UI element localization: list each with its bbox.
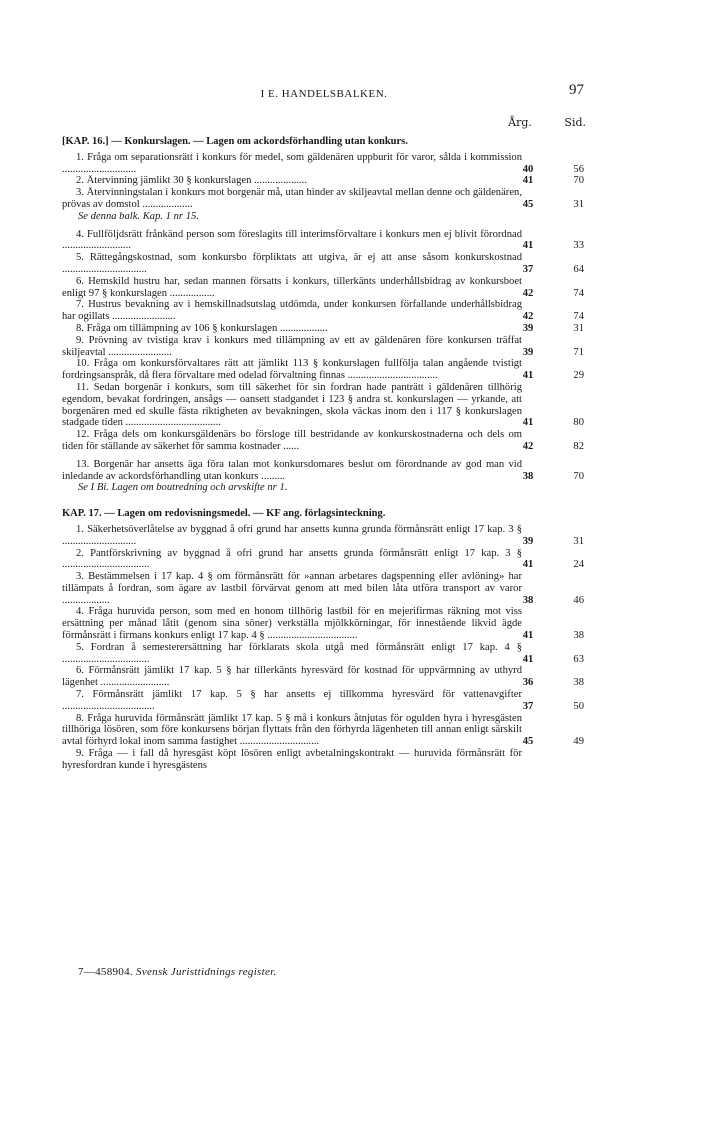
index-entry (62, 665, 586, 689)
entry-page: 33 (573, 240, 584, 252)
entry-page: 29 (573, 370, 584, 382)
entry-year: 41 (522, 653, 534, 665)
entry-year: 38 (522, 594, 534, 606)
entry-year: 45 (522, 198, 534, 210)
footer (78, 966, 277, 978)
index-entry (62, 276, 586, 300)
index-entry (62, 252, 586, 276)
index-entry (62, 459, 586, 483)
entry-text: 4. Fullföljdsrätt frånkänd person som föreslagits till interimsförvaltare i konkurs men ej blivit förordnad .......................... (62, 228, 522, 252)
entry-text: 6. Hemskild hustru har, sedan mannen försatts i konkurs, tillerkänts underhållsbidrag av konkursboet enligt 97 § konkurslagen ................. (62, 275, 522, 299)
index-entry (62, 358, 586, 382)
entry-page: 38 (573, 677, 584, 689)
entry-page: 38 (573, 630, 584, 642)
index-entry (62, 335, 586, 359)
entry-page: 46 (573, 594, 584, 606)
entry-text: 12. Fråga dels om konkursgäldenärs bo försloge till bestridande av konkurskostnaderna och dels om tiden för ställande av säkerhet för samma kostnader ...... (62, 429, 522, 452)
entry-year: 45 (522, 736, 534, 748)
entry-page: 63 (573, 653, 584, 665)
index-entry (62, 175, 586, 187)
entry-year: 41 (522, 417, 534, 429)
entry-year: 39 (522, 322, 534, 334)
entry-year: 41 (522, 559, 534, 571)
entry-page: 74 (573, 287, 584, 299)
page (62, 82, 586, 772)
entry-text: 1. Fråga om separationsrätt i konkurs för medel, som gäldenären uppburit för varor, sålda i kommission ............................ (62, 151, 522, 175)
entry-text: 8. Fråga huruvida förmånsrätt jämlikt 17 kap. 5 § må i konkurs åtnjutas för ogulden hyra i hyresgästen tillhöriga lösören, som före konkursens början flyttats från den förhyrda lägenheten till annan enligt särskilt avtal förhyrd lokal inom samma fastighet .............................. (62, 712, 522, 748)
index-entry (62, 382, 586, 429)
index-entry (62, 548, 586, 572)
index-entry (62, 429, 586, 453)
entry-text: 13. Borgenär har ansetts äga föra talan mot konkursdomares beslut om förordnande av god man vid inledande av ackordsförhandling utan konkurs ......... (62, 458, 522, 482)
entry-text: 9. Prövning av tvistiga krav i konkurs med tillämpning av ett av gäldenären före konkursen träffat skiljeavtal ........................ (62, 334, 522, 358)
entry-year: 41 (522, 370, 534, 382)
entry-year: 37 (522, 263, 534, 275)
entry-text: 2. Pantförskrivning av byggnad å ofri grund har ansetts grunda förmånsrätt enligt 17 kap. 3 § ................................. (62, 547, 522, 571)
entry-page: 49 (573, 736, 584, 748)
cross-reference-note: Se I Bi. Lagen om boutredning och arvskifte nr 1. (78, 482, 288, 494)
entry-year: 41 (522, 240, 534, 252)
entry-year: 39 (522, 535, 534, 547)
index-entry (62, 524, 586, 548)
entry-year: 42 (522, 287, 534, 299)
entry-text: 11. Sedan borgenär i konkurs, som till säkerhet för sin fordran hade panträtt i gäldenären tillhörig egendom, bevakat fordringen, ansågs — oansett stadgandet i 123 § andra st. konkurslagen — yrkande, att borgenären med ed skulle fästa riktigheten av bevakningen, skola väckas inom den i 117 § konkurslagen stadgade tiden .................................... (62, 381, 522, 429)
entry-text: 5. Rättegångskostnad, som konkursbo förpliktats att utgiva, är ej att anse såsom konkurskostnad ................................ (62, 252, 522, 275)
entry-page: 24 (573, 559, 584, 571)
entry-page: 31 (573, 535, 584, 547)
chapter-17-heading: KAP. 17. — Lagen om redovisningsmedel. — KF ang. förlagsinteckning. (62, 508, 386, 520)
entry-text: 10. Fråga om konkursförvaltares rätt att jämlikt 113 § konkurslagen fullfölja talan angående tvistigt fordringsanspråk, då flera förvaltare med odelad förvaltning finnas .................................. (62, 358, 522, 382)
index-entry (62, 299, 586, 323)
index-entry (62, 323, 586, 335)
index-entry (62, 689, 586, 713)
entry-page: 56 (573, 163, 584, 175)
entry-year: 42 (522, 311, 534, 323)
chapter-16-heading: [KAP. 16.] — Konkurslagen. — Lagen om ackordsförhandling utan konkurs. (62, 136, 408, 147)
index-entry (62, 187, 586, 211)
column-headings (62, 116, 586, 134)
entry-text: 5. Fordran å semesterersättning har förklarats skola utgå med förmånsrätt enligt 17 kap. 4 § ................................. (62, 641, 522, 665)
index-entry (62, 642, 586, 666)
page-number: 97 (569, 82, 584, 98)
chapter-17-entries (62, 524, 586, 772)
cross-reference-note: Se denna balk. Kap. 1 nr 15. (78, 210, 199, 222)
entry-text: 3. Bestämmelsen i 17 kap. 4 § om förmånsrätt för »annan arbetares dagspenning eller avlöning» har tillämpats å fordran, som ägare av lastbil förvärvat genom att med bilen låta utföra transport av varor .................. (62, 571, 522, 606)
entry-page: 50 (573, 700, 584, 712)
entry-page: 64 (573, 263, 584, 275)
entry-year: 37 (522, 700, 534, 712)
entry-year: 42 (522, 440, 534, 452)
entry-text: 4. Fråga huruvida person, som med en honom tillhörig lastbil för en mejerifirmas räkning mot viss ersättning per månad låtit (genom sina söner) verkställa mjölkkörningar, för innestående likvid ägde förmånsrätt i firmans konkurs enligt 17 kap. 4 § .................................. (62, 606, 522, 642)
entry-page: 82 (573, 440, 584, 452)
entry-year: 38 (522, 470, 534, 482)
entry-text: 8. Fråga om tillämpning av 106 § konkurslagen .................. (76, 322, 328, 334)
index-entry (62, 571, 586, 606)
entry-text: 7. Förmånsrätt jämlikt 17 kap. 5 § har ansetts ej tillkomma hyresvärd för vattenavgifter ................................... (62, 689, 522, 712)
entry-text: 9. Fråga — i fall då hyresgäst köpt lösören enligt avbetalningskontrakt — huruvida förmånsrätt för hyresfordran kunde i hyresgästens (62, 748, 522, 771)
entry-page: 74 (573, 311, 584, 323)
entry-year: 40 (522, 163, 534, 175)
footer-title: Svensk Juristtidnings register. (136, 966, 277, 978)
entry-page: 70 (573, 175, 584, 187)
entry-page: 31 (573, 322, 584, 334)
index-entry (62, 152, 586, 176)
chapter-16-entries (62, 152, 586, 494)
entry-text: 2. Återvinning jämlikt 30 § konkurslagen .................... (76, 175, 307, 187)
entry-text: 1. Säkerhetsöverlåtelse av byggnad å ofri grund har ansetts kunna grunda förmånsrätt enligt 17 kap. 3 § ............................ (62, 523, 522, 547)
entry-page: 70 (573, 470, 584, 482)
entry-text: 6. Förmånsrätt jämlikt 17 kap. 5 § har tillerkänts hyresvärd för kostnad för uppvärmning av uthyrd lägenhet .......................... (62, 665, 522, 689)
entry-text: 7. Hustrus bevakning av i hemskillnadsutslag utdömda, under konkursen förfallande underhållsbidrag har ogillats ........................ (62, 299, 522, 323)
entry-text: 3. Återvinningstalan i konkurs mot borgenär må, utan hinder av skiljeavtal mellan denne och gäldenären, prövas av domstol ................... (62, 187, 522, 210)
entry-page: 31 (573, 198, 584, 210)
index-entry (62, 229, 586, 253)
entry-year: 41 (522, 175, 534, 187)
running-head (62, 82, 586, 106)
entry-year: 41 (522, 630, 534, 642)
year-column-heading: Årg. (508, 116, 532, 129)
index-entry (62, 713, 586, 748)
entry-year: 39 (522, 346, 534, 358)
entry-page: 80 (573, 417, 584, 429)
running-title: I E. HANDELSBALKEN. (260, 88, 388, 100)
index-entry (62, 606, 586, 641)
index-entry (62, 748, 586, 772)
entry-year: 36 (522, 677, 534, 689)
footer-code: 7—458904. (78, 966, 133, 978)
page-column-heading: Sid. (564, 116, 586, 129)
entry-page: 71 (573, 346, 584, 358)
